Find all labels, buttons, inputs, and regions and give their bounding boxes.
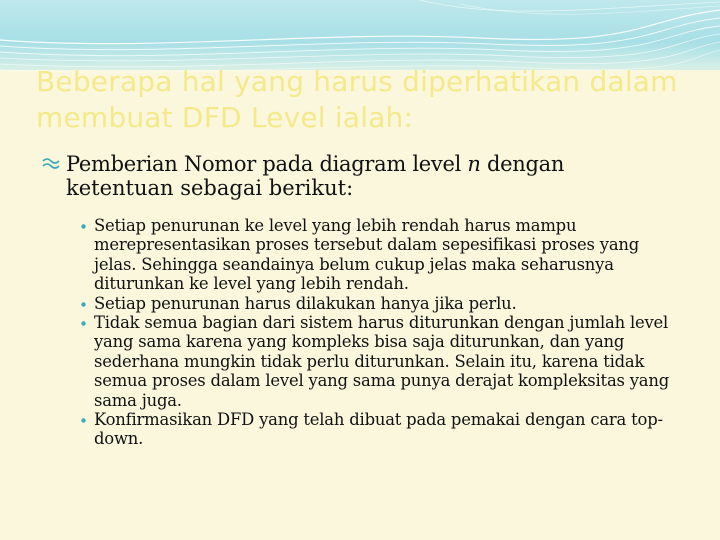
wave-bullet-icon <box>42 157 62 171</box>
dot-bullet-icon <box>80 301 87 308</box>
dot-bullet-icon <box>80 223 87 230</box>
sub-point-item <box>42 294 682 313</box>
sub-point-list <box>42 216 682 449</box>
main-point-text: Pemberian Nomor pada diagram level n dengan <box>66 152 565 176</box>
sub-point-item <box>42 410 682 449</box>
dot-bullet-icon <box>80 417 87 424</box>
main-point <box>42 152 682 200</box>
sub-point-text: Setiap penurunan harus dilakukan hanya jika perlu. <box>94 293 517 313</box>
slide-title: Beberapa hal yang harus diperhatikan dalam membuat DFD Level ialah: <box>36 65 678 134</box>
slide-body <box>42 152 682 449</box>
sub-point-item <box>42 216 682 294</box>
dot-bullet-icon <box>80 320 87 327</box>
sub-point-text: Konfirmasikan DFD yang telah dibuat pada pemakai dengan cara top-down. <box>94 410 663 449</box>
sub-point-text: Tidak semua bagian dari sistem harus diturunkan dengan jumlah level yang sama karena yang kompleks bisa saja diturunkan, dan yang sederhana mungkin tidak perlu diturunkan. Selain itu, karena tidak semua proses dalam level yang sama punya derajat kompleksitas yang sama juga. <box>94 313 670 410</box>
sub-point-text: Setiap penurunan ke level yang lebih rendah harus mampu merepresentasikan proses tersebut dalam sepesifikasi proses yang jelas. Sehingga seandainya belum cukup jelas maka seharusnya diturunkan ke level yang lebih rendah. <box>94 216 640 294</box>
sub-point-item <box>42 313 682 410</box>
main-point-italic: n <box>467 152 481 176</box>
main-point-line2: ketentuan sebagai berikut: <box>66 176 354 200</box>
